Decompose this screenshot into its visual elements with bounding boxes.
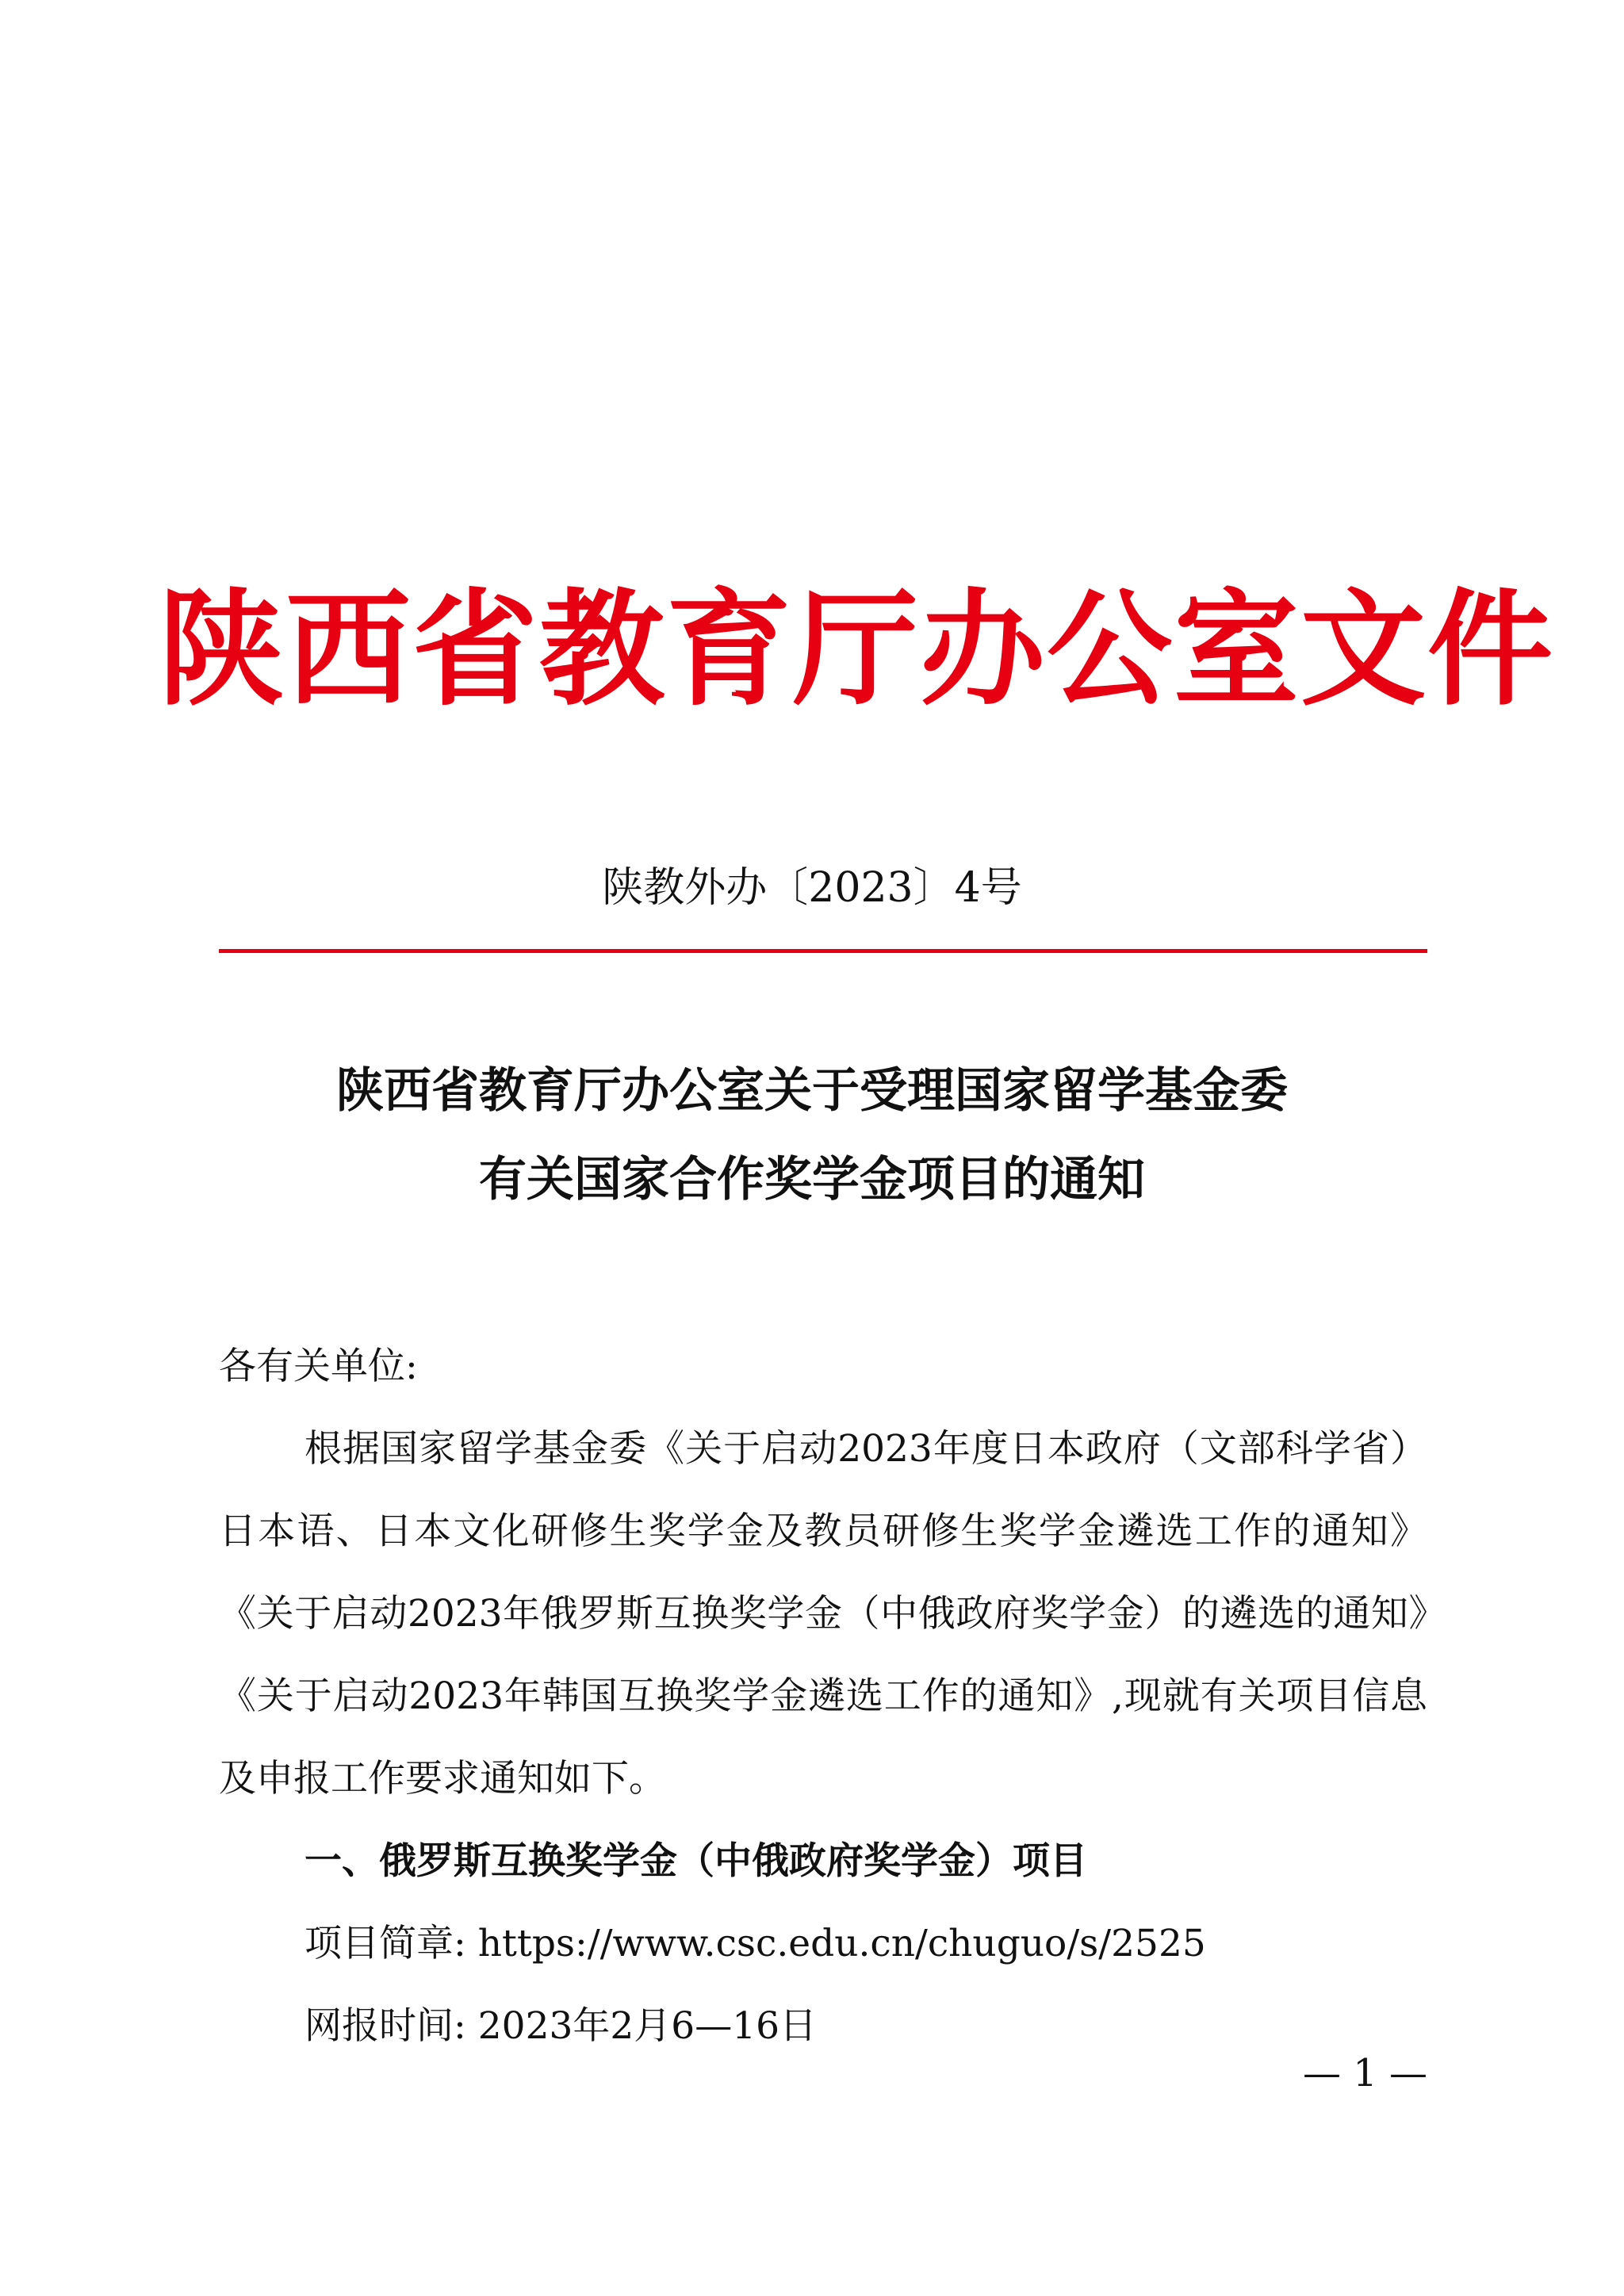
red-divider-line bbox=[219, 949, 1427, 953]
project-charter-line bbox=[219, 1903, 1427, 1985]
section-heading-russia: 一、俄罗斯互换奖学金（中俄政府奖学金）项目 bbox=[304, 1839, 1087, 1883]
intro-paragraph: 根据国家留学基金委《关于启动2023年度日本政府（文部科学省）日本语、日本文化研修生奖学金及教员研修生奖学金遴选工作的通知》《关于启动2023年俄罗斯互换奖学金（中俄政府奖学金）的遴选的通知》《关于启动2023年韩国互换奖学金遴选工作的通知》,现就有关项目信息及申报工作要求通知如下。 bbox=[219, 1427, 1427, 1800]
notice-title bbox=[198, 1047, 1426, 1224]
registration-time-value: 2023年2月6—16日 bbox=[477, 2004, 818, 2048]
registration-time-line bbox=[219, 1985, 1427, 2068]
document-number: 陕教外办〔2023〕4号 bbox=[602, 864, 1022, 912]
salutation: 各有关单位: bbox=[219, 1345, 418, 1388]
notice-body bbox=[219, 1326, 1427, 2068]
project-charter-label: 项目简章: bbox=[304, 1922, 478, 1965]
masthead-title: 陕西省教育厅办公室文件 bbox=[159, 577, 1554, 723]
project-charter-url[interactable]: https://www.csc.edu.cn/chuguo/s/2525 bbox=[477, 1922, 1206, 1965]
page-number: — 1 — bbox=[1302, 2051, 1427, 2095]
notice-title-line-2: 有关国家合作奖学金项目的通知 bbox=[479, 1152, 1145, 1207]
notice-title-line-1: 陕西省教育厅办公室关于受理国家留学基金委 bbox=[336, 1063, 1288, 1119]
registration-time-label: 网报时间: bbox=[304, 2004, 478, 2048]
